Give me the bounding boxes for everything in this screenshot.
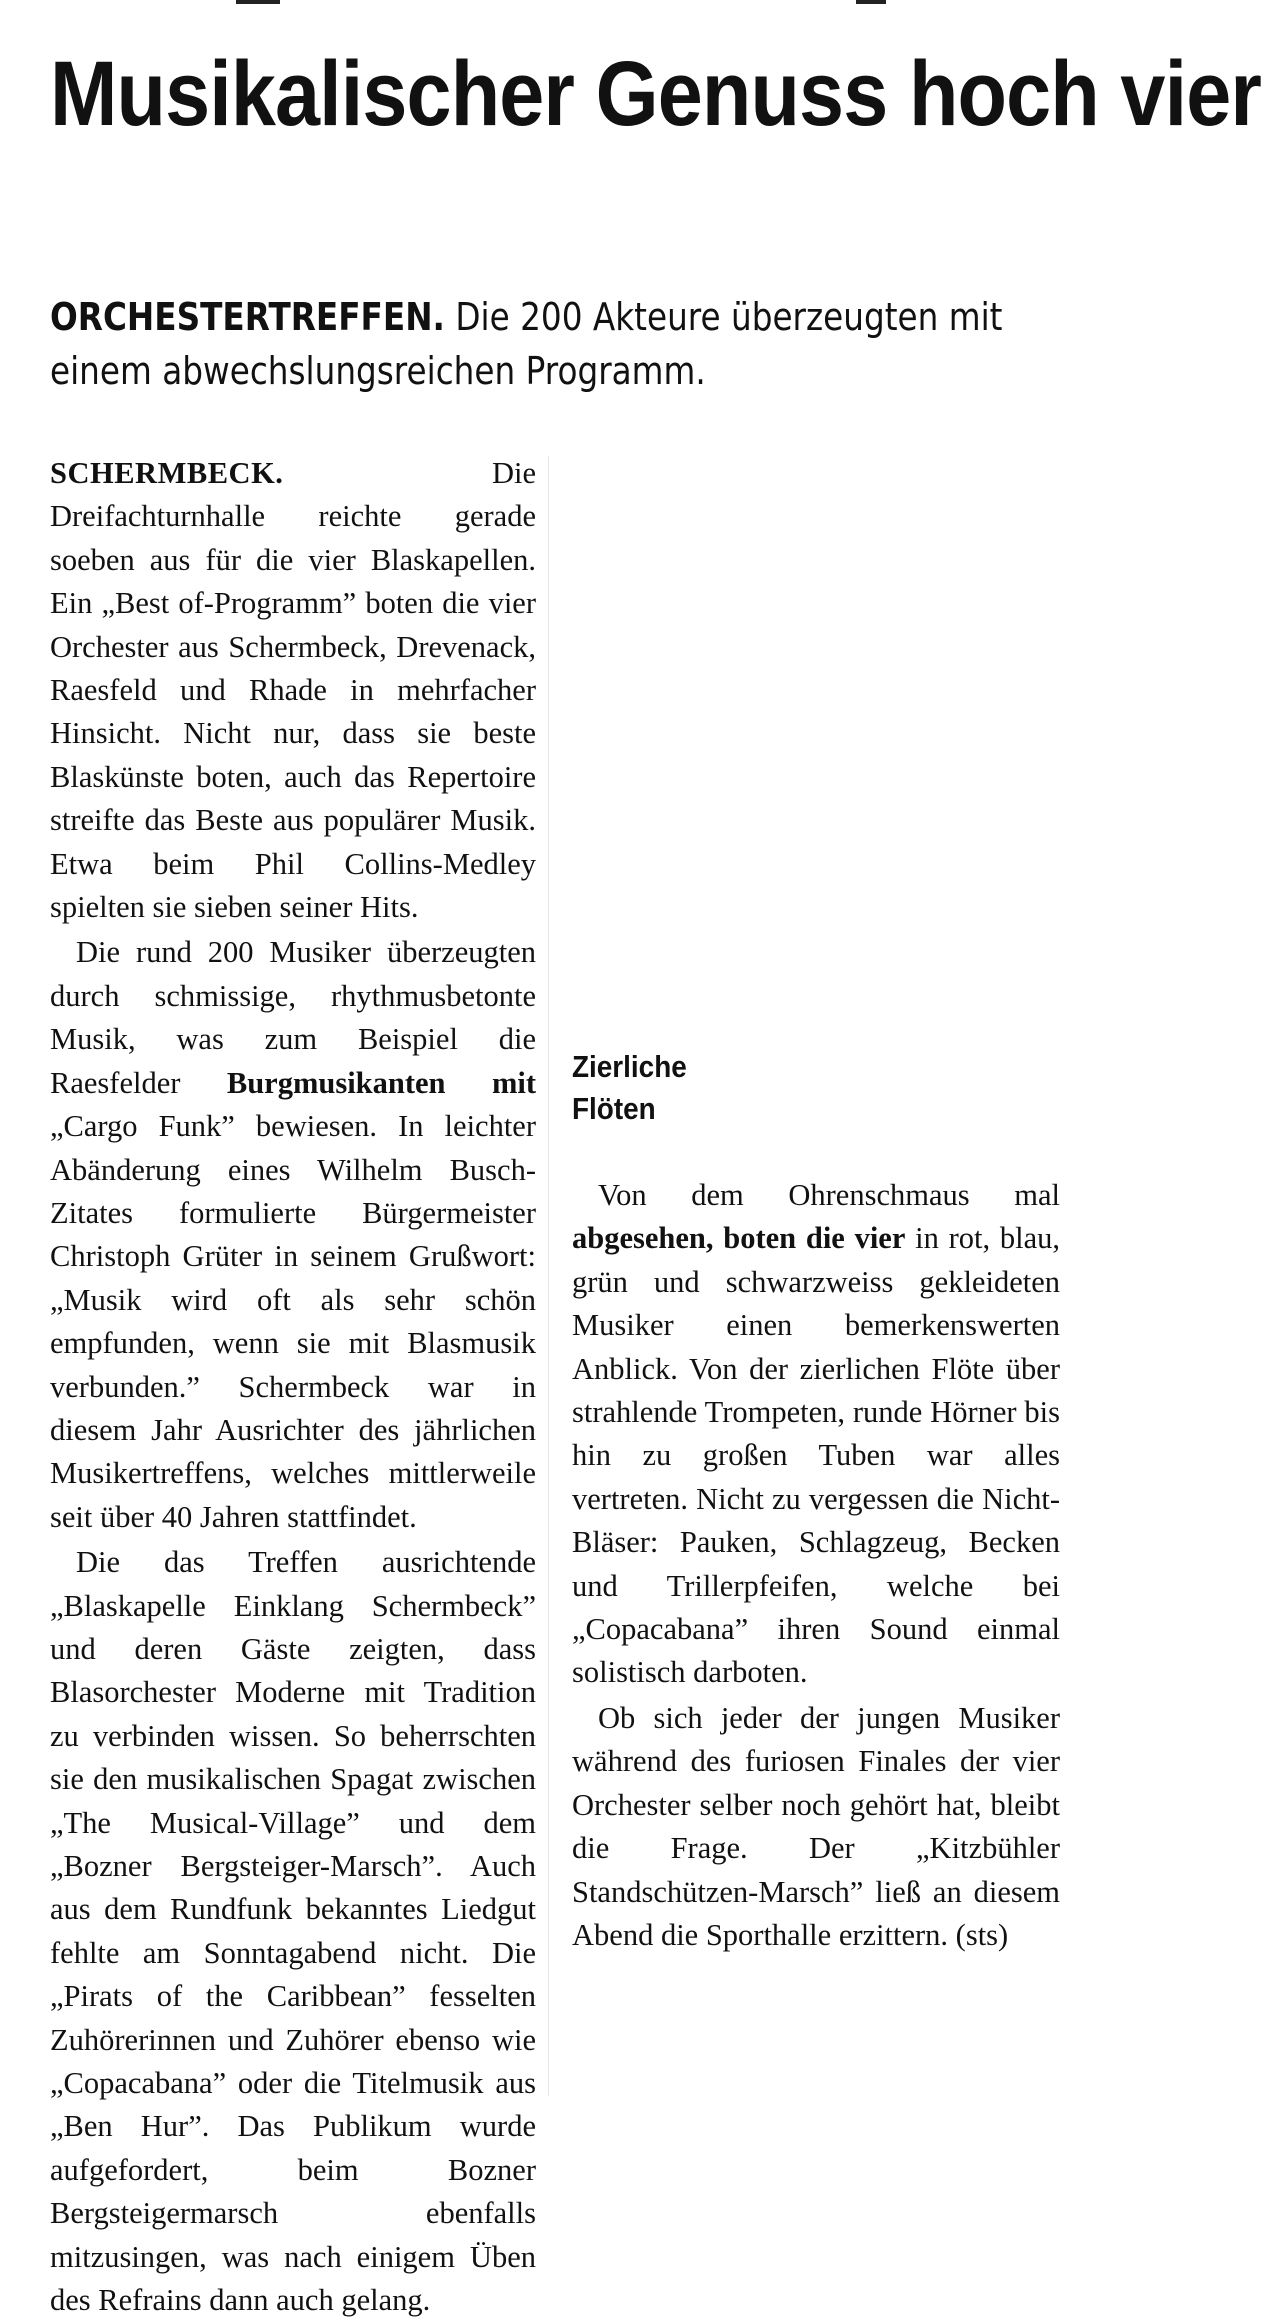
article-column-left: [50, 452, 536, 2322]
column-divider: [548, 456, 549, 2096]
paragraph-1: [50, 452, 536, 929]
scan-artifact-left: [236, 0, 280, 4]
article-deck: [50, 290, 1039, 398]
paragraph-2-text-a: Die rund 200 Musiker überzeugten durch schmissige, rhythmusbetonte Musik, was zum Beispiel die Raesfelder: [50, 935, 536, 1100]
article-dateline: SCHERMBECK.: [50, 456, 284, 490]
paragraph-5: Ob sich jeder der jungen Musiker während des furiosen Finales der vier Orchester selber noch gehört hat, bleibt die Frage. Der „Kitzbühler Standschützen-Marsch” ließ an diesem Abend die Sporthalle erzittern. (sts): [572, 1700, 1060, 1952]
article-deck-text: Die 200 Akteure überzeugten mit einem abwechslungsreichen Programm.: [50, 295, 1003, 393]
paragraph-2-text-b: „Cargo Funk” bewiesen. In leichter Abänderung eines Wilhelm Busch-Zitates formulierte Bürgermeister Christoph Grüter in seinem Grußwort: „Musik wird oft als sehr schön empfunden, wenn sie mit Blasmusik verbunden.” Schermbeck war in diesem Jahr Ausrichter des jährlichen Musikertreffens, welches mittlerweile seit über 40 Jahren stattfindet.: [50, 1109, 536, 1534]
paragraph-4-bold: abgesehen, boten die vier: [572, 1221, 906, 1256]
section-subhead: Zierliche Flöten: [572, 1049, 687, 1126]
paragraph-4-text-b: in rot, blau, grün und schwarzweiss gekleideten Musiker einen bemerkenswerten Anblick. Von der zierlichen Flöte über strahlende Trompeten, runde Hörner bis hin zu großen Tuben war alles vertreten. Nicht zu vergessen die Nicht-Bläser: Pauken, Schlagzeug, Becken und Trillerpfeifen, welche bei „Copacabana” ihren Sound einmal solistisch darboten.: [572, 1221, 1061, 1690]
paragraph-2-bold: Burgmusikanten mit: [226, 1065, 536, 1100]
article-headline: Musikalischer Genuss hoch vier: [50, 43, 1261, 145]
article-column-right-lower: [572, 1010, 1060, 1957]
paragraph-4-text-a: Von dem Ohrenschmaus mal: [598, 1178, 1060, 1212]
paragraph-1-text: Die Dreifachturnhalle reichte gerade soeben aus für die vier Blaskapellen. Ein „Best of-Programm” boten die vier Orchester aus Schermbeck, Drevenack, Raesfeld und Rhade in mehrfacher Hinsicht. Nicht nur, dass sie beste Blaskünste boten, auch das Repertoire streifte das Beste aus populärer Musik. Etwa beim Phil Collins-Medley spielten sie sieben seiner Hits.: [50, 456, 536, 925]
paragraph-3: Die das Treffen ausrichtende „Blaskapelle Einklang Schermbeck” und deren Gäste zeigten, dass Blasorchester Moderne mit Tradition zu verbinden wissen. So beherrschten sie den musikalischen Spagat zwischen „The Musical-Village” und dem „Bozner Bergsteiger-Marsch”. Auch aus dem Rundfunk bekanntes Liedgut fehlte am Sonntagabend nicht. Die „Pirats of the Caribbean” fesselten Zuhörerinnen und Zuhörer ebenso wie „Copacabana” oder die Titelmusik aus „Ben Hur”. Das Publikum wurde aufgefordert, beim Bozner Bergsteigermarsch ebenfalls mitzusingen, was nach einigem Üben des Refrains dann auch gelang.: [50, 1545, 536, 2318]
scan-artifact-right: [856, 0, 886, 4]
article-kicker: ORCHESTERTREFFEN.: [50, 295, 445, 339]
paragraph-2: [50, 931, 536, 1539]
paragraph-4: [572, 1174, 1060, 1695]
